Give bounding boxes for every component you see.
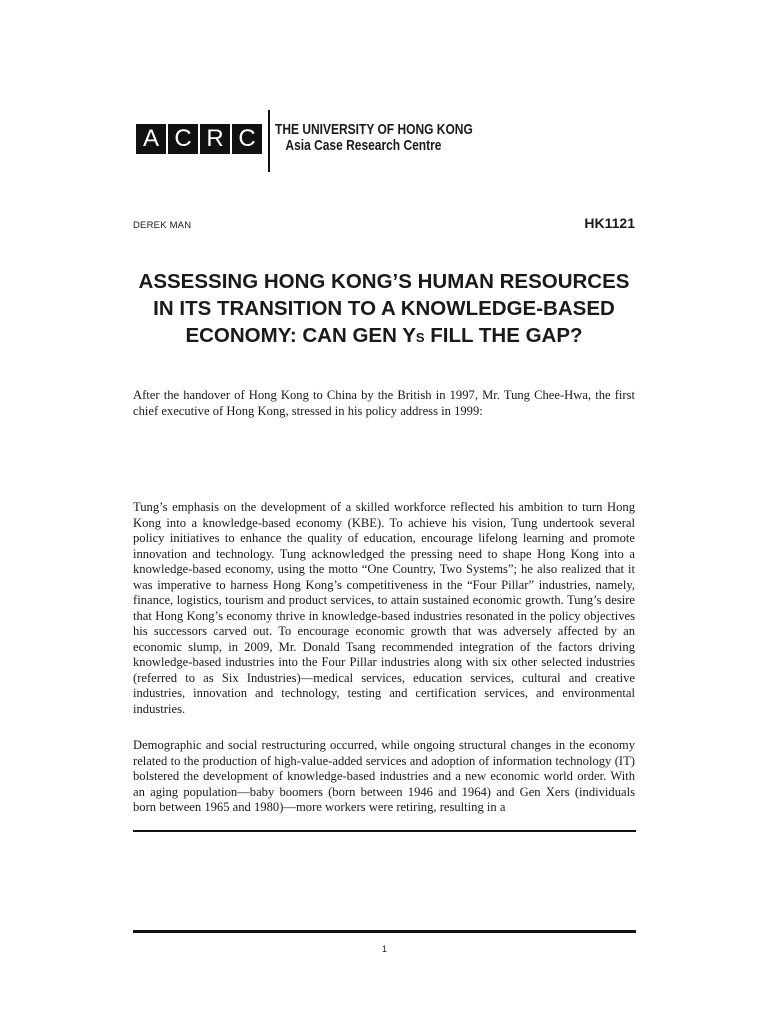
- page-number: 1: [381, 944, 387, 954]
- acrc-logo: [136, 110, 522, 172]
- logo-letter-c: C: [168, 124, 198, 154]
- case-title-suffix: S: [415, 330, 425, 345]
- logo-divider: [268, 110, 270, 172]
- acrc-letter-boxes: [136, 124, 264, 154]
- case-number: HK1121: [584, 215, 635, 231]
- author-name: DEREK MAN: [133, 220, 192, 231]
- logo-text: [275, 122, 473, 154]
- case-title-end: FILL THE GAP?: [424, 324, 583, 347]
- footer-divider: [133, 930, 636, 933]
- case-title-main: ASSESSING HONG KONG’S HUMAN RESOURCES IN ITS TRANSITION TO A KNOWLEDGE-BASED ECONOMY: CAN GEN Y: [138, 270, 630, 347]
- centre-name: Asia Case Research Centre: [284, 136, 441, 154]
- paragraph-tung-emphasis: Tung’s emphasis on the development of a skilled workforce reflected his ambition to turn Hong Kong into a knowledge-based economy (KBE). To achieve his vision, Tung undertook several policy initiatives to enhance the quality of education, encourage lifelong learning and promote innovation and technology. Tung acknowledged the pressing need to shape Hong Kong into a knowledge-based economy, using the motto “One Country, Two Systems”; he also realized that it was imperative to harness Hong Kong’s competitiveness in the “Four Pillar” industries, namely, finance, logistics, tourism and product services, to attain sustained economic growth. Tung’s desire that Hong Kong’s economy thrive in knowledge-based industries resonated in the policy objectives his successors carved out. To encourage economic growth that was adversely affected by an economic slump, in 2009, Mr. Donald Tsang recommended integration of the factors driving knowledge-based industries into the Four Pillar industries along with six other selected industries (referred to as Six Industries)—medical services, education services, cultural and creative industries, innovation and technology, testing and certification services, and environmental industries.: [133, 500, 635, 716]
- paragraph-intro: After the handover of Hong Kong to China by the British in 1997, Mr. Tung Chee-Hwa, the first chief executive of Hong Kong, stressed in his policy address in 1999:: [133, 388, 635, 418]
- logo-letter-a: A: [136, 124, 166, 154]
- logo-letter-c-2: C: [232, 124, 262, 154]
- footnote-divider: [133, 830, 636, 832]
- case-title: [133, 268, 635, 351]
- paragraph-demographics: Demographic and social restructuring occurred, while ongoing structural changes in the economy related to the production of high-value-added services and adoption of information technology (IT) bolstered the development of knowledge-based industries and a new economic world order. With an aging population—baby boomers (born between 1946 and 1964) and Gen Xers (individuals born between 1965 and 1980)—more workers were retiring, resulting in a: [133, 738, 635, 814]
- logo-letter-r: R: [200, 124, 230, 154]
- university-name: THE UNIVERSITY OF HONG KONG: [274, 121, 473, 138]
